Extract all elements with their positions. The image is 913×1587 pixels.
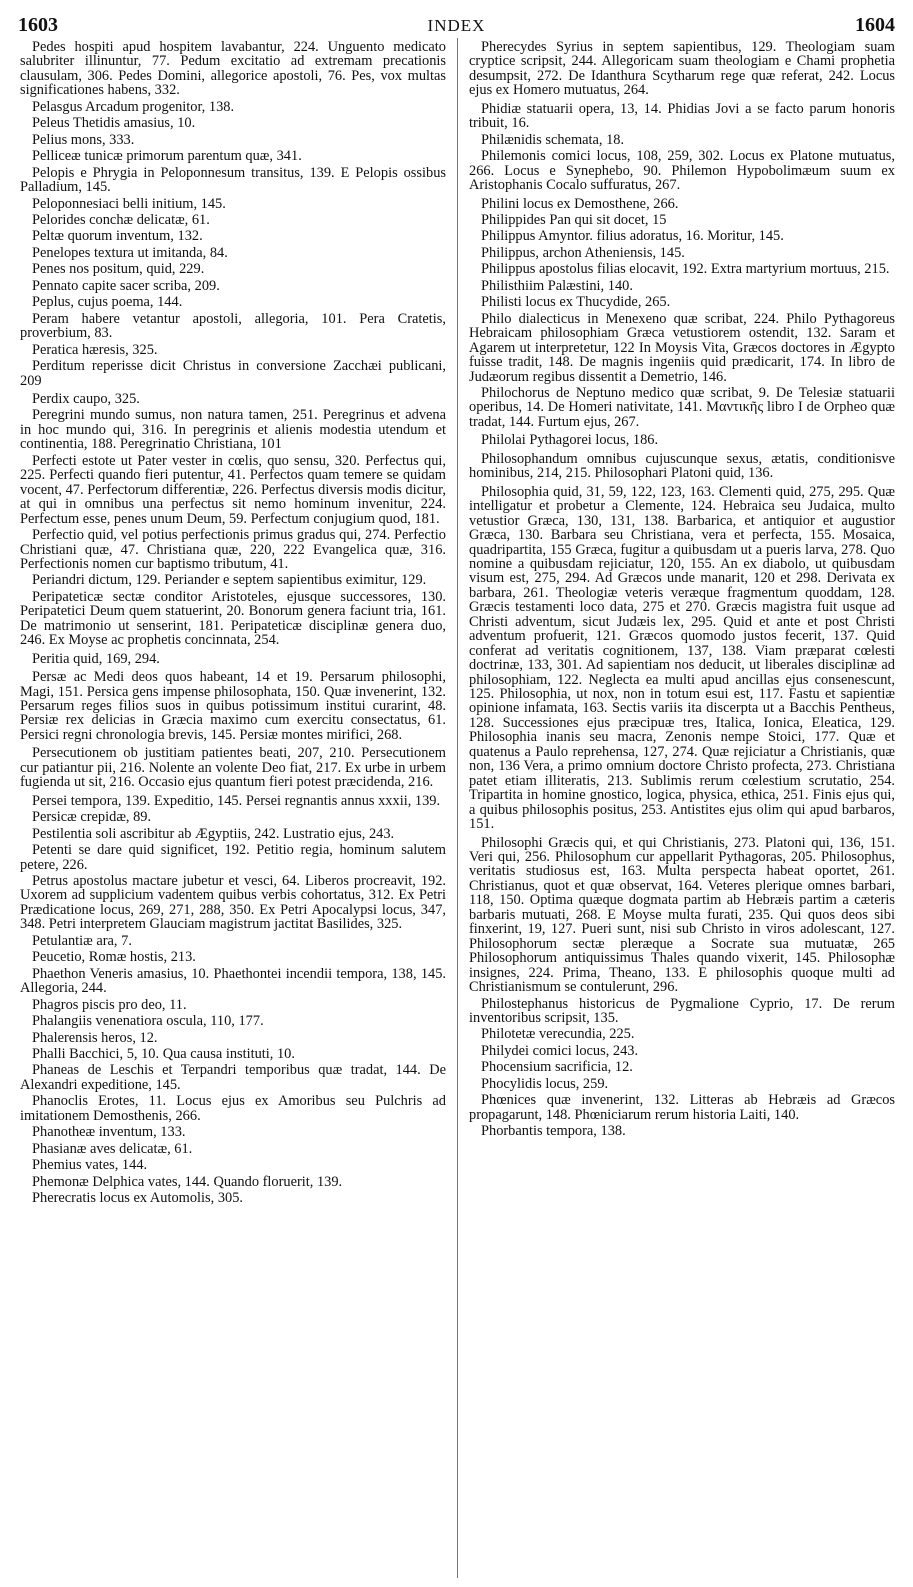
page-number-right: 1604: [855, 14, 895, 36]
index-entry: Philemonis comici locus, 108, 259, 302. Locus ex Platone mutuatus, 266. Locus e Synephebo, 90. Philemon Hypobolimæum suum ex Aristophanis Cocalo suffuratus, 267.: [469, 148, 895, 194]
index-entry: Pelliceæ tunicæ primorum parentum quæ, 341.: [32, 148, 302, 165]
index-entry: Philolai Pythagorei locus, 186.: [481, 432, 659, 449]
index-entry: Persicæ crepidæ, 89.: [32, 809, 152, 826]
index-entry: Penes nos positum, quid, 229.: [32, 261, 205, 278]
index-entry: Phocensium sacrificia, 12.: [481, 1059, 633, 1076]
index-entry: Peripateticæ sectæ conditor Aristoteles, ejusque successores, 130. Peripatetici Deum quem statuerint, 20. Bonorum genera faciunt tria, 161. De matrimonio ut senserint, 181. Peripateticæ disciplinæ genera duo, 246. Ex Moyse ac prophetis concinnata, 254.: [20, 588, 446, 649]
index-entry: Phidiæ statuarii opera, 13, 14. Phidias Jovi a se facto parum honoris tribuit, 16.: [469, 100, 895, 132]
index-entry: Perfectio quid, vel potius perfectionis primus gradus qui, 274. Perfectio Christiani quæ, 47. Christiana quæ, 220, 222 Evangelica quæ, 316. Perfectionis nomen cur baptismo tributum, 41.: [20, 527, 446, 572]
index-entry: Peplus, cujus poema, 144.: [32, 294, 183, 311]
left-column: [20, 40, 446, 1208]
index-entry: Philosophandum omnibus cujuscunque sexus, ætatis, conditionisve hominibus, 214, 215. Philosophari Platoni quid, 136.: [469, 450, 895, 482]
index-entry: Pelasgus Arcadum progenitor, 138.: [32, 98, 235, 115]
index-entry: Pennato capite sacer scriba, 209.: [32, 277, 220, 294]
index-entry: Persei tempora, 139. Expeditio, 145. Persei regnantis annus xxxii, 139.: [32, 792, 441, 809]
index-entry: Philosophia quid, 31, 59, 122, 123, 163. Clementi quid, 275, 295. Quæ intelligatur et probetur a Clemente, 124. Hebraica seu Judaica, multo vetustior Græca, 130, 131, 138. Barbarica, et antiquior et augustior Græca, 130. Barbara seu Christiana, vera et perfecta, 155. Mosaica, quadripartita, 155 Græca, fugitur a quibusdam ut a pueris larva, 278. Quo nomine a quibusdam rejiciatur, 120, 155. An ex diabolo, ut quibusdam visum est, 275, 294. Ad Græcos unde manarit, 120 et 298. Derivata ex barbara, 261. Theologiæ veteris veræque fragmentum quoddam, 128. Græcis testamenti loco data, 275 et 270. Græcis magistra fuit usque ad Christi adventum, sicut Judæis lex, 295. Quid et ante et post Christi adventum profuerit, 121. Græcos quomodo justos fecerit, 137. Quid conferat ad veritatis cognitionem, 137, 138. Viam præparat cœlesti doctrinæ, 133, 301. Ad sapientiam nos deducit, ut liberales disciplinæ ad philosophiam, 122. Neglecta ea multi apud ancillas ejus consenescunt, 125. Philosophia, ut nox, non in totum esui est, 117. Fastu et sapientiæ opinione infamata, 163. Sectis variis ita discerpta ut a Bacchis Pentheus, 128. Successiones ejus præcipuæ tres, Italica, Ionica, Eleatica, 129. Philosophia inanis seu macra, Zenonis nempe Stoici, 177. Quæ et quatenus a Paulo reprehensa, 127, 274. Quæ rejiciatur a Christianis, quæ non, 136 Vera, a primo omnium doctore Christo profecta, 273. Christiana patet etiam illiteratis, 213. Sublimis rerum cœlestium scrutatio, 254. Tripartita in homine gnostico, logica, physica, ethica, 251. Finis ejus qui, a quibus philosophis positus, 253. Antistites ejus olim qui apud barbaros, 151.: [469, 483, 895, 833]
index-entry: Phanoclis Erotes, 11. Locus ejus ex Amoribus seu Pulchris ad imitationem Demosthenis, 266.: [20, 1093, 446, 1124]
index-entry: Phaneas de Leschis et Terpandri temporibus quæ tradat, 144. De Alexandri expeditione, 145.: [20, 1062, 446, 1093]
index-entry: Peleus Thetidis amasius, 10.: [32, 115, 196, 132]
index-entry: Pelopis e Phrygia in Peloponnesum transitus, 139. E Pelopis ossibus Palladium, 145.: [20, 164, 446, 196]
index-entry: Philydei comici locus, 243.: [481, 1042, 639, 1059]
index-entry: Philippus Amyntor. filius adoratus, 16. Moritur, 145.: [481, 228, 784, 245]
index-entry: Persecutionem ob justitiam patientes beati, 207, 210. Persecutionem cur patiantur pii, 216. Nolente an volente Deo fiat, 217. Ex urbe in urbem fugienda ut sit, 216. Occasio ejus quantum fieri potest præcidenda, 216.: [20, 745, 446, 791]
index-entry: Petenti se dare quid significet, 192. Petitio regia, hominum salutem petere, 226.: [20, 842, 446, 873]
index-entry: Perfecti estote ut Pater vester in cœlis, quo sensu, 320. Perfectus qui, 225. Perfecti quando fieri putentur, 41. Perfectos quam temere se quidam vocent, 47. Perfectorum differentiæ, 226. Perfectus diversis modis dicitur, at qui in omnibus una perfectus sit nemo hominum invenitur, 224. Perfectum esse, penes unum Deum, 59. Perfectum conjugium quod, 181.: [20, 452, 446, 527]
index-entry: Penelopes textura ut imitanda, 84.: [32, 244, 228, 261]
index-entry: Phœnices quæ invenerint, 132. Litteras ab Hebræis ad Græcos propagarunt, 148. Phœniciarum rerum historia Laiti, 140.: [469, 1092, 895, 1123]
index-entry: Periandri dictum, 129. Periander e septem sapientibus eximitur, 129.: [32, 572, 427, 589]
index-entry: Phaethon Veneris amasius, 10. Phaethontei incendii tempora, 138, 145. Allegoria, 244.: [20, 965, 446, 997]
index-entry: Pelorides conchæ delicatæ, 61.: [32, 211, 210, 228]
index-entry: Perdix caupo, 325.: [32, 390, 140, 407]
index-entry: Peregrini mundo sumus, non natura tamen, 251. Peregrinus et advena in hoc mundo qui, 316. In peregrinis et alienis modestia utendum et continentia, 188. Peregrinatio Christiana, 101: [20, 407, 446, 453]
index-entry: Pestilentia soli ascribitur ab Ægyptiis, 242. Lustratio ejus, 243.: [32, 825, 395, 842]
index-entry: Phemius vates, 144.: [32, 1157, 148, 1174]
index-entry: Phocylidis locus, 259.: [481, 1075, 609, 1092]
index-entry: Perditum reperisse dicit Christus in conversione Zacchæi publicani, 209: [20, 358, 446, 389]
index-entry: Pedes hospiti apud hospitem lavabantur, 224. Unguento medicato salubriter illinuntur, 77. Pedum excitatio ad extremam precationis clausulam, 306. Pedes Domini, allegorice apostoli, 76. Pes, vox multas significationes habens, 332.: [20, 39, 446, 99]
right-column: [469, 40, 895, 1141]
index-entry: Philisti locus ex Thucydide, 265.: [481, 294, 671, 311]
index-entry: Philotetæ verecundia, 225.: [481, 1026, 635, 1043]
index-entry: Philosophi Græcis qui, et qui Christianis, 273. Platoni qui, 136, 151. Veri qui, 256. Philosophum cur appellarit Pythagoras, 205. Philosophus, veritatis studiosus est, 163. Multa perspecta habeat oportet, 261. Christianus, quot et quæ observat, 164. Veteres plerique omnes barbari, 118, 150. Optima quæque dogmata partim ab Hebræis partim a cæteris barbaris mutuati, 268. E Moyse multa furati, 235. Qui quos deos sibi finxerint, 19, 127. Pueri sunt, nisi sub Christo in viros adolescant, 127. Philosophorum sectæ pleræque a Socrate sua mutuatæ, 265 Philosophorum antiquissimus Thales quando vixerit, 145. Philosophæ insignes, 224. Prima, Theano, 133. E philosophis quoque multi ad Christianismum se contulerunt, 296.: [469, 834, 895, 996]
index-entry: Philisthiim Palæstini, 140.: [481, 277, 633, 294]
index-entry: Petrus apostolus mactare jubetur et vesci, 64. Liberos procreavit, 192. Uxorem ad supplicium vadentem quibus verbis cohortatus, 312. Ex Petri Prædicatione locus, 269, 271, 288, 350. Ex Petri Apocalypsi locus, 347, 348. Petri interpretem Glauciam magistrum jactitat Basilides, 325.: [20, 873, 446, 933]
index-entry: Philo dialecticus in Menexeno quæ scribat, 224. Philo Pythagoreus Hebraicam philosophiam Græca vetustiorem ostendit, 132. Saram et Agarem ut interpretetur, 122 In Moysis Vita, Græcos doctores in Ægypto fuisse tradit, 148. De magnis ingeniis quid prædicarit, 174. In libro de Judæorum regibus dissentit a Demetrio, 146.: [469, 310, 895, 385]
index-entry: Philippides Pan qui sit docet, 15: [481, 211, 667, 228]
index-entry: Philochorus de Neptuno medico quæ scribat, 9. De Telesiæ statuarii operibus, 14. De Homeri nativitate, 141. Μαντικῆς libro I de Orpheo quæ tradat, 144. Furtum ejus, 267.: [469, 384, 895, 430]
page-number-left: 1603: [18, 14, 58, 36]
index-entry: Pelius mons, 333.: [32, 131, 135, 148]
index-entry: Phemonæ Delphica vates, 144. Quando floruerit, 139.: [32, 1173, 343, 1190]
index-entry: Peloponnesiaci belli initium, 145.: [32, 195, 226, 212]
index-entry: Phalangiis venenatiora oscula, 110, 177.: [32, 1013, 264, 1030]
column-divider: [457, 38, 458, 1578]
index-entry: Peltæ quorum inventum, 132.: [32, 228, 203, 245]
index-entry: Phorbantis tempora, 138.: [481, 1123, 626, 1140]
index-entry: Phalli Bacchici, 5, 10. Qua causa instituti, 10.: [32, 1046, 295, 1062]
page-title: INDEX: [427, 16, 486, 35]
index-entry: Peratica hæresis, 325.: [32, 341, 158, 358]
index-entry: Phanotheæ inventum, 133.: [32, 1124, 186, 1141]
index-entry: Peritia quid, 169, 294.: [32, 650, 160, 667]
index-entry: Phalerensis heros, 12.: [32, 1029, 158, 1046]
index-entry: Philippus apostolus filias elocavit, 192. Extra martyrium mortuus, 215.: [481, 261, 890, 278]
index-entry: Philænidis schemata, 18.: [481, 131, 625, 148]
index-entry: Philini locus ex Demosthene, 266.: [481, 195, 679, 212]
index-entry: Philippus, archon Atheniensis, 145.: [481, 244, 685, 261]
index-entry: Peucetio, Romæ hostis, 213.: [32, 949, 196, 966]
index-entry: Pherecydes Syrius in septem sapientibus, 129. Theologiam suam cryptice scripsit, 244. Allegoricam suam theologiam e Chami prophetia desumpsit, 272. De Idanthura Scytharum rege quæ referat, 242. Locus ejus ex Homero mutuatus, 264.: [469, 39, 895, 99]
index-entry: Phasianæ aves delicatæ, 61.: [32, 1140, 193, 1157]
index-entry: Phagros piscis pro deo, 11.: [32, 996, 187, 1013]
index-entry: Pherecratis locus ex Automolis, 305.: [32, 1190, 244, 1207]
index-entry: Persæ ac Medi deos quos habeant, 14 et 19. Persarum philosophi, Magi, 151. Persica gens impense philosophata, 150. Quæ invenerint, 132. Persarum reges filios suos in quibus potissimum institui curarint, 48. Persiæ rex delicias in Græcia maximo cum exercitu consectatus, 61. Persici regni chronologia brevis, 145. Persiæ montes mirifici, 268.: [20, 669, 446, 743]
index-entry: Petulantiæ ara, 7.: [32, 932, 132, 949]
index-entry: Peram habere vetantur apostoli, allegoria, 101. Pera Cratetis, proverbium, 83.: [20, 310, 446, 342]
index-entry: Philostephanus historicus de Pygmalione Cyprio, 17. De rerum inventoribus scripsit, 135.: [469, 995, 895, 1026]
